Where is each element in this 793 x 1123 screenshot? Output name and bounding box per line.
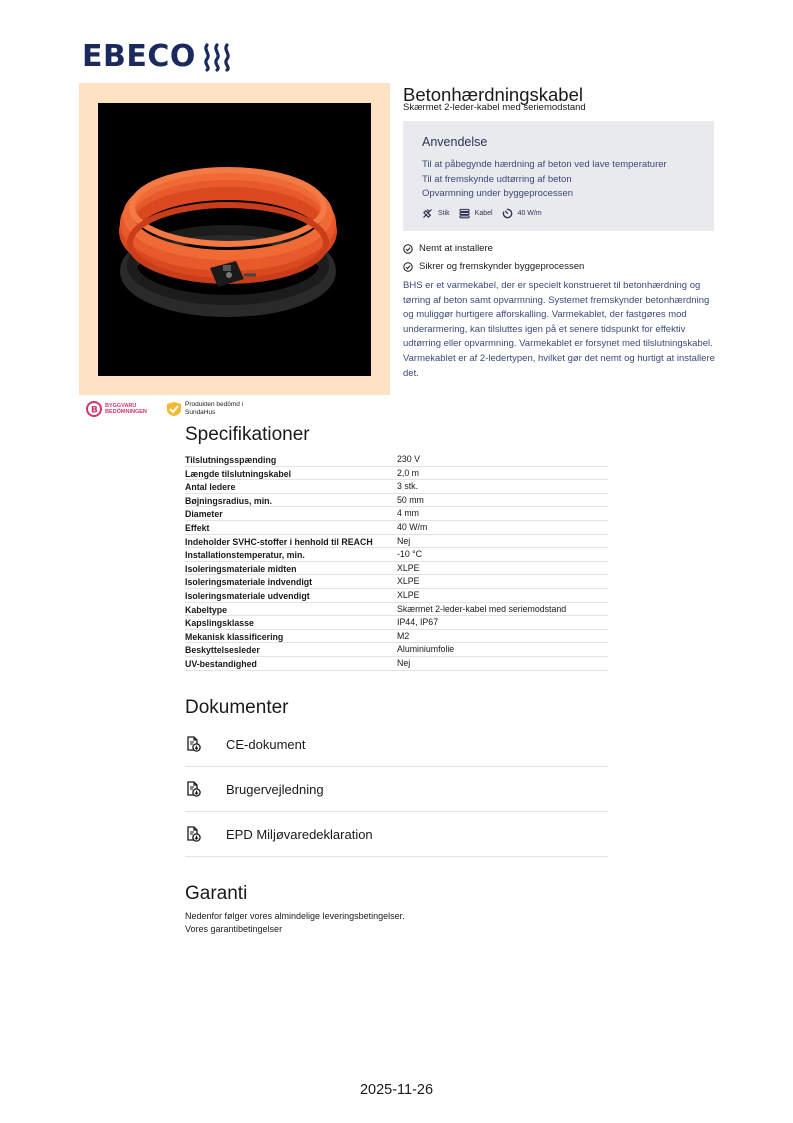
documents-list — [185, 722, 608, 857]
spec-row — [185, 657, 608, 671]
application-line: Opvarmning under byggeprocessen — [422, 188, 574, 199]
spec-key: Mekanisk klassificering — [185, 631, 284, 642]
plug-icon — [422, 208, 433, 219]
feature-item — [403, 261, 584, 272]
spec-row — [185, 603, 608, 617]
application-title: Anvendelse — [422, 135, 488, 149]
application-line: Til at fremskynde udtørring af beton — [422, 173, 572, 185]
document-link[interactable] — [185, 722, 608, 767]
spec-key: Isoleringsmateriale midten — [185, 563, 297, 574]
warranty-heading: Garanti — [185, 883, 248, 904]
spec-key: Indeholder SVHC-stoffer i henhold til REACH — [185, 536, 373, 547]
spec-value: 50 mm — [397, 494, 424, 505]
spec-key: Isoleringsmateriale udvendigt — [185, 590, 310, 601]
product-subtitle: Skærmet 2-leder-kabel med seriemodstand — [403, 102, 586, 113]
warranty-terms-link[interactable]: Vores garantibetingelser — [185, 923, 283, 934]
brand-name: EBECO — [82, 39, 196, 74]
product-description: BHS er et varmekabel, der er specielt konstrueret til betonhærdning og tørring af beton samt opvarmning. Systemet fremskynder betonhærdning og muliggør hurtigere afforskalling. Varmekablet, der fastgøres mod underarmering, kan tilsluttes igen på et senere tidspunkt for effektiv udtørring eller opvarmning. Varmekablet er forsynet med tilslutningskabel. Varmekablet er af 2-ledertypen, hvilket gør det nemt og hurtigt at installere det. — [403, 280, 715, 379]
spec-key: Isoleringsmateriale indvendigt — [185, 577, 313, 588]
checkmark-shield-icon — [166, 401, 182, 417]
application-line: Til at påbegynde hærdning af beton ved lave temperaturer — [422, 159, 667, 170]
spec-row — [185, 507, 608, 521]
spec-value: IP44, IP67 — [397, 617, 439, 628]
certification-badges — [86, 400, 243, 418]
byggvaru-logo-icon — [86, 401, 102, 417]
warranty-text — [185, 910, 405, 935]
product-title: Betonhærdningskabel — [403, 84, 583, 105]
spec-value: XLPE — [397, 576, 420, 587]
spec-value: 4 mm — [397, 508, 419, 519]
spec-key: Effekt — [185, 522, 210, 533]
power-gauge-icon — [502, 208, 513, 219]
brand-logo — [82, 40, 232, 74]
spec-value: 230 V — [397, 454, 420, 464]
spec-value: M2 — [397, 630, 410, 641]
check-circle-icon — [403, 262, 413, 272]
spec-value: -10 °C — [397, 549, 423, 560]
spec-key: Diameter — [185, 509, 223, 520]
spec-value: 3 stk. — [397, 481, 419, 492]
spec-value: Nej — [397, 657, 411, 668]
byggvaru-line-2: BEDÖMNINGEN — [105, 409, 147, 415]
application-box — [403, 121, 714, 231]
spec-key: Kabeltype — [185, 604, 228, 615]
documents-heading: Dokumenter — [185, 697, 289, 718]
specifications-heading: Specifikationer — [185, 424, 310, 445]
spec-row — [185, 589, 608, 603]
document-download-icon — [185, 826, 201, 842]
document-link[interactable] — [185, 767, 608, 812]
spec-value: 40 W/m — [397, 521, 428, 532]
chip-plug-label: Stik — [438, 209, 450, 217]
chip-plug — [422, 208, 450, 219]
spec-value: 2,0 m — [397, 467, 420, 478]
chip-power-label: 40 W/m — [517, 209, 542, 217]
document-download-icon — [185, 781, 201, 797]
spec-row — [185, 467, 608, 481]
spec-row — [185, 535, 608, 549]
document-link[interactable] — [185, 812, 608, 857]
spec-key: Længde tilslutningskabel — [185, 468, 292, 479]
feature-text: Sikrer og fremskynder byggeprocessen — [419, 261, 585, 272]
chip-power — [502, 208, 542, 219]
spec-row — [185, 616, 608, 630]
spec-key: Antal ledere — [185, 482, 236, 493]
spec-key: Beskyttelsesleder — [185, 645, 260, 656]
heating-cable-illustration — [98, 103, 371, 376]
spec-row — [185, 548, 608, 562]
product-image — [98, 103, 371, 376]
heat-waves-icon — [202, 42, 232, 72]
spec-value: XLPE — [397, 589, 420, 600]
spec-key: Installationstemperatur, min. — [185, 550, 305, 561]
spec-row — [185, 630, 608, 644]
chip-cable-label: Kabel — [474, 209, 493, 217]
spec-row — [185, 643, 608, 657]
byggvarubedomningen-badge — [86, 400, 160, 418]
spec-value: Nej — [397, 535, 411, 546]
feature-chips — [422, 208, 714, 219]
document-label[interactable]: CE-dokument — [226, 736, 306, 752]
document-download-icon — [185, 736, 201, 752]
warranty-line: Nedenfor følger vores almindelige leveringsbetingelser. — [185, 911, 405, 921]
spec-row — [185, 575, 608, 589]
sundahus-line-1: Produkten bedömd i — [185, 401, 244, 408]
specifications-table — [185, 453, 608, 671]
spec-row — [185, 494, 608, 508]
spec-row — [185, 453, 608, 467]
spec-value: XLPE — [397, 562, 420, 573]
spec-key: Kapslingsklasse — [185, 618, 254, 629]
footer-date: 2025-11-26 — [359, 1082, 434, 1098]
spec-value: Aluminiumfolie — [397, 644, 455, 655]
spec-key: UV-bestandighed — [185, 658, 257, 669]
spec-key: Tilslutningsspænding — [185, 455, 277, 465]
chip-cable — [459, 208, 493, 219]
document-label[interactable]: Brugervejledning — [226, 781, 324, 797]
cable-icon — [459, 208, 470, 219]
feature-item — [403, 243, 493, 254]
spec-row — [185, 480, 608, 494]
spec-row — [185, 562, 608, 576]
sundahus-badge — [166, 401, 243, 417]
product-image-frame — [79, 83, 390, 395]
svg-text:B: B — [91, 405, 98, 416]
byggvaru-line-1: BYGGVARU — [105, 403, 137, 409]
spec-key: Bøjningsradius, min. — [185, 495, 272, 506]
spec-value: Skærmet 2-leder-kabel med seriemodstand — [397, 603, 567, 614]
check-circle-icon — [403, 244, 413, 254]
feature-text: Nemt at installere — [419, 243, 493, 254]
document-label[interactable]: EPD Miljøvaredeklaration — [226, 826, 373, 842]
spec-row — [185, 521, 608, 535]
sundahus-line-2: SundaHus — [185, 409, 216, 416]
